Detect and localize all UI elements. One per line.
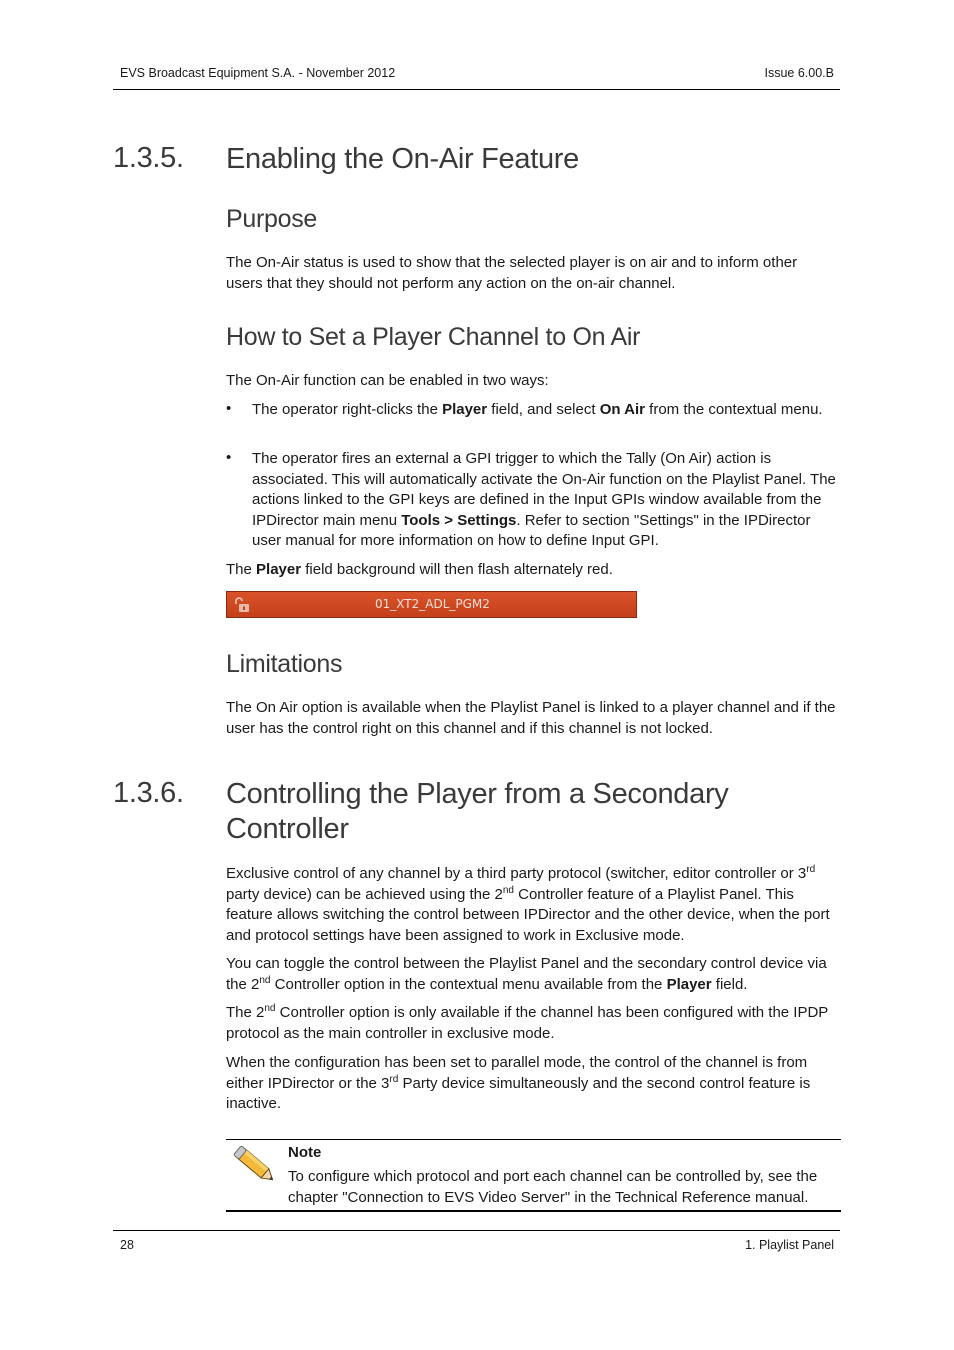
footer-rule (113, 1230, 840, 1231)
section-title-136: Controlling the Player from a Secondary Controller (226, 778, 729, 845)
bullet-item-gpi-trigger: The operator fires an external a GPI trigger to which the Tally (On Air) action is associated. This will automatically activate the On-Air function on the Playlist Panel. The actions linked to the GPI keys are defined in the Input GPIs window available from the IPDirector main menu Tools > Settings. Refer to section "Settings" in the IPDirector user manual for more information on how to define Input GPI. (252, 450, 836, 550)
chapter-title: 1. Playlist Panel (745, 1238, 834, 1252)
header-rule (113, 89, 840, 90)
note-top-rule (226, 1139, 841, 1140)
bullet-marker: • (226, 400, 232, 417)
player-field-on-air (226, 591, 637, 618)
parallel-mode-text: When the configuration has been set to parallel mode, the control of the channel is from either IPDirector or the 3rd Party device simultaneously and the second control feature is inactive. (226, 1054, 811, 1113)
bullet-item-right-click: The operator right-clicks the Player field, and select On Air from the contextual menu. (252, 401, 823, 418)
note-text: To configure which protocol and port each channel can be controlled by, see the chapter "Connection to EVS Video Server" in the Technical Reference manual. (288, 1168, 818, 1206)
section-number-135: 1.3.5. (113, 142, 184, 174)
page-number: 28 (120, 1238, 134, 1252)
section-title-135: Enabling the On-Air Feature (226, 143, 579, 175)
lock-open-icon (233, 597, 251, 613)
exclusive-control-text: Exclusive control of any channel by a third party protocol (switcher, editor controller or 3rd party device) can be achieved using the 2nd Controller feature of a Playlist Panel. This feature allows switching the control between IPDirector and the other device, when the port and protocol settings have been assigned to work in Exclusive mode. (226, 864, 830, 944)
header-left: EVS Broadcast Equipment S.A. - November 2012 (120, 66, 396, 80)
player-flash-text: The Player field background will then flash alternately red. (226, 561, 613, 578)
purpose-text: The On-Air status is used to show that the selected player is on air and to inform other users that they should not perform any action on the on-air channel. (226, 254, 798, 292)
howto-intro: The On-Air function can be enabled in two ways: (226, 372, 549, 389)
limitations-text: The On Air option is available when the Playlist Panel is linked to a player channel and if the user has the control right on this channel and if this channel is not locked. (226, 699, 836, 737)
limitations-heading: Limitations (226, 650, 343, 678)
note-label: Note (288, 1144, 322, 1161)
section-number-136: 1.3.6. (113, 777, 184, 809)
header-right: Issue 6.00.B (764, 66, 834, 80)
pencil-icon (230, 1142, 280, 1188)
second-controller-text: The 2nd Controller option is only available if the channel has been configured with the IPDP protocol as the main controller in exclusive mode. (226, 1003, 829, 1042)
player-channel-name: 01_XT2_ADL_PGM2 (375, 597, 490, 611)
howto-heading: How to Set a Player Channel to On Air (226, 323, 641, 351)
note-bottom-rule (226, 1210, 841, 1212)
purpose-heading: Purpose (226, 205, 318, 233)
bullet-marker: • (226, 449, 232, 466)
toggle-control-text: You can toggle the control between the Playlist Panel and the secondary control device via the 2nd Controller option in the contextual menu available from the Player field. (226, 955, 827, 993)
